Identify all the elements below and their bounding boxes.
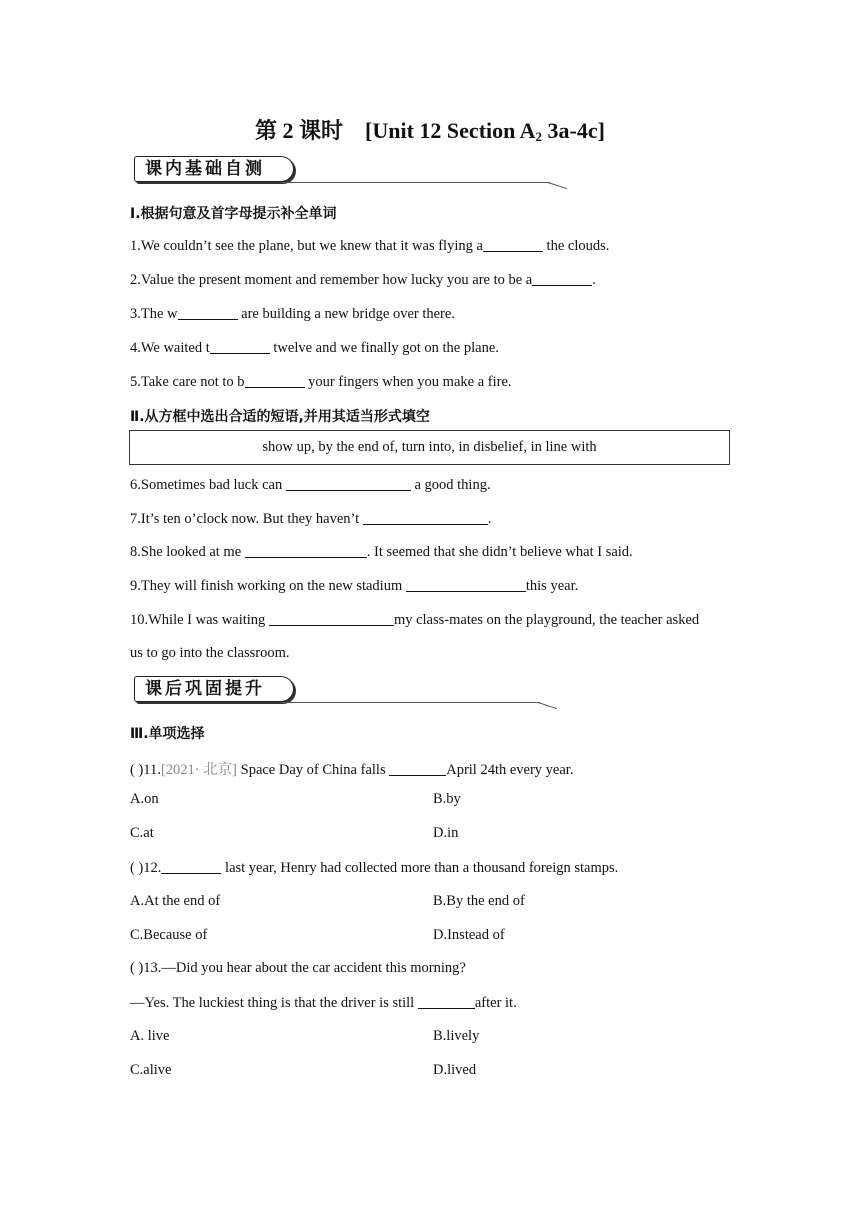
- question-text: a good thing.: [410, 477, 491, 493]
- unit-range: 3a-4c]: [542, 118, 605, 143]
- answer-bracket[interactable]: ( )12.: [130, 860, 162, 876]
- option-b[interactable]: B.lively: [433, 1028, 480, 1044]
- answer-blank[interactable]: [210, 339, 270, 354]
- question-text: 6.Sometimes bad luck can: [130, 477, 286, 493]
- question-text: after it.: [474, 995, 517, 1011]
- question-text: my class-mates on the playground, the teacher asked: [393, 612, 700, 628]
- question-text: April 24th every year.: [446, 762, 574, 778]
- answer-bracket[interactable]: ( )13.: [130, 960, 162, 976]
- answer-blank[interactable]: [418, 994, 475, 1009]
- answer-blank[interactable]: [363, 510, 488, 525]
- answer-blank[interactable]: [245, 373, 305, 388]
- question-text: twelve and we finally got on the plane.: [269, 340, 499, 356]
- answer-blank[interactable]: [178, 305, 238, 320]
- question-text: .: [487, 511, 492, 527]
- answer-blank[interactable]: [483, 237, 543, 252]
- section-banner-after-class: [130, 674, 570, 704]
- question-text: Space Day of China falls: [237, 762, 390, 778]
- option-b[interactable]: B.By the end of: [433, 893, 525, 909]
- question-text: .: [592, 272, 596, 288]
- section-1-heading: Ⅰ.根据句意及首字母提示补全单词: [130, 206, 337, 222]
- question-text: 1.We couldn’t see the plane, but we knew that it was flying a: [130, 238, 483, 254]
- question-text: the clouds.: [542, 238, 610, 254]
- banner-label: 课内基础自测: [134, 156, 294, 182]
- question-text: us to go into the classroom.: [130, 645, 290, 661]
- answer-blank[interactable]: [269, 611, 394, 626]
- option-c[interactable]: C.Because of: [130, 927, 208, 943]
- question-7: [130, 510, 491, 528]
- question-text: . It seemed that she didn’t believe what I said.: [366, 544, 633, 560]
- question-text: 2.Value the present moment and remember how lucky you are to be a: [130, 272, 533, 288]
- section-banner-in-class: [130, 154, 570, 184]
- option-d[interactable]: D.Instead of: [433, 927, 505, 943]
- question-3: [130, 305, 455, 323]
- answer-blank[interactable]: [245, 543, 367, 558]
- question-text: last year, Henry had collected more than a thousand foreign stamps.: [221, 860, 619, 876]
- question-13-response: [130, 994, 517, 1012]
- option-a[interactable]: A. live: [130, 1028, 170, 1044]
- option-d[interactable]: D.in: [433, 825, 459, 841]
- question-12: [130, 859, 618, 877]
- question-9: [130, 577, 578, 595]
- banner-divider: [280, 182, 550, 183]
- section-2-heading: Ⅱ.从方框中选出合适的短语,并用其适当形式填空: [130, 409, 430, 425]
- question-text: this year.: [525, 578, 579, 594]
- question-text: 8.She looked at me: [130, 544, 245, 560]
- option-b[interactable]: B.by: [433, 791, 461, 807]
- question-5: [130, 373, 512, 391]
- question-8: [130, 543, 633, 561]
- banner-divider-tail: [538, 702, 557, 709]
- unit-label: [Unit 12 Section A: [365, 118, 536, 143]
- option-a[interactable]: A.on: [130, 791, 159, 807]
- option-a[interactable]: A.At the end of: [130, 893, 221, 909]
- banner-divider-tail: [548, 182, 567, 189]
- question-13: [130, 960, 466, 977]
- page-title: [0, 114, 860, 145]
- question-text: your fingers when you make a fire.: [304, 374, 512, 390]
- question-10-continued: [130, 645, 290, 662]
- banner-label: 课后巩固提升: [134, 676, 294, 702]
- question-text: 3.The w: [130, 306, 178, 322]
- answer-blank[interactable]: [161, 859, 221, 874]
- answer-blank[interactable]: [406, 577, 526, 592]
- question-text: 7.It’s ten o’clock now. But they haven’t: [130, 511, 363, 527]
- lesson-number: 第 2 课时: [255, 118, 344, 143]
- question-text: 10.While I was waiting: [130, 612, 269, 628]
- question-text: 4.We waited t: [130, 340, 210, 356]
- question-1: [130, 237, 609, 255]
- answer-blank[interactable]: [389, 761, 446, 776]
- banner-divider: [280, 702, 540, 703]
- question-2: [130, 271, 596, 289]
- question-4: [130, 339, 499, 357]
- question-text: are building a new bridge over there.: [237, 306, 455, 322]
- answer-bracket[interactable]: ( )11.: [130, 762, 161, 778]
- answer-blank[interactable]: [286, 476, 411, 491]
- question-text: —Did you hear about the car accident this morning?: [161, 960, 466, 976]
- question-11: [130, 758, 573, 779]
- unit-subscript: 2: [535, 129, 543, 144]
- option-c[interactable]: C.alive: [130, 1062, 172, 1078]
- question-6: [130, 476, 491, 494]
- question-text: 9.They will finish working on the new stadium: [130, 578, 406, 594]
- question-source: [2021· 北京]: [160, 762, 237, 778]
- phrase-box: show up, by the end of, turn into, in disbelief, in line with: [129, 430, 730, 465]
- section-3-heading: Ⅲ.单项选择: [130, 726, 205, 742]
- question-text: —Yes. The luckiest thing is that the driver is still: [130, 995, 418, 1011]
- option-d[interactable]: D.lived: [433, 1062, 477, 1078]
- question-text: 5.Take care not to b: [130, 374, 245, 390]
- answer-blank[interactable]: [532, 271, 592, 286]
- question-10: [130, 611, 699, 629]
- option-c[interactable]: C.at: [130, 825, 154, 841]
